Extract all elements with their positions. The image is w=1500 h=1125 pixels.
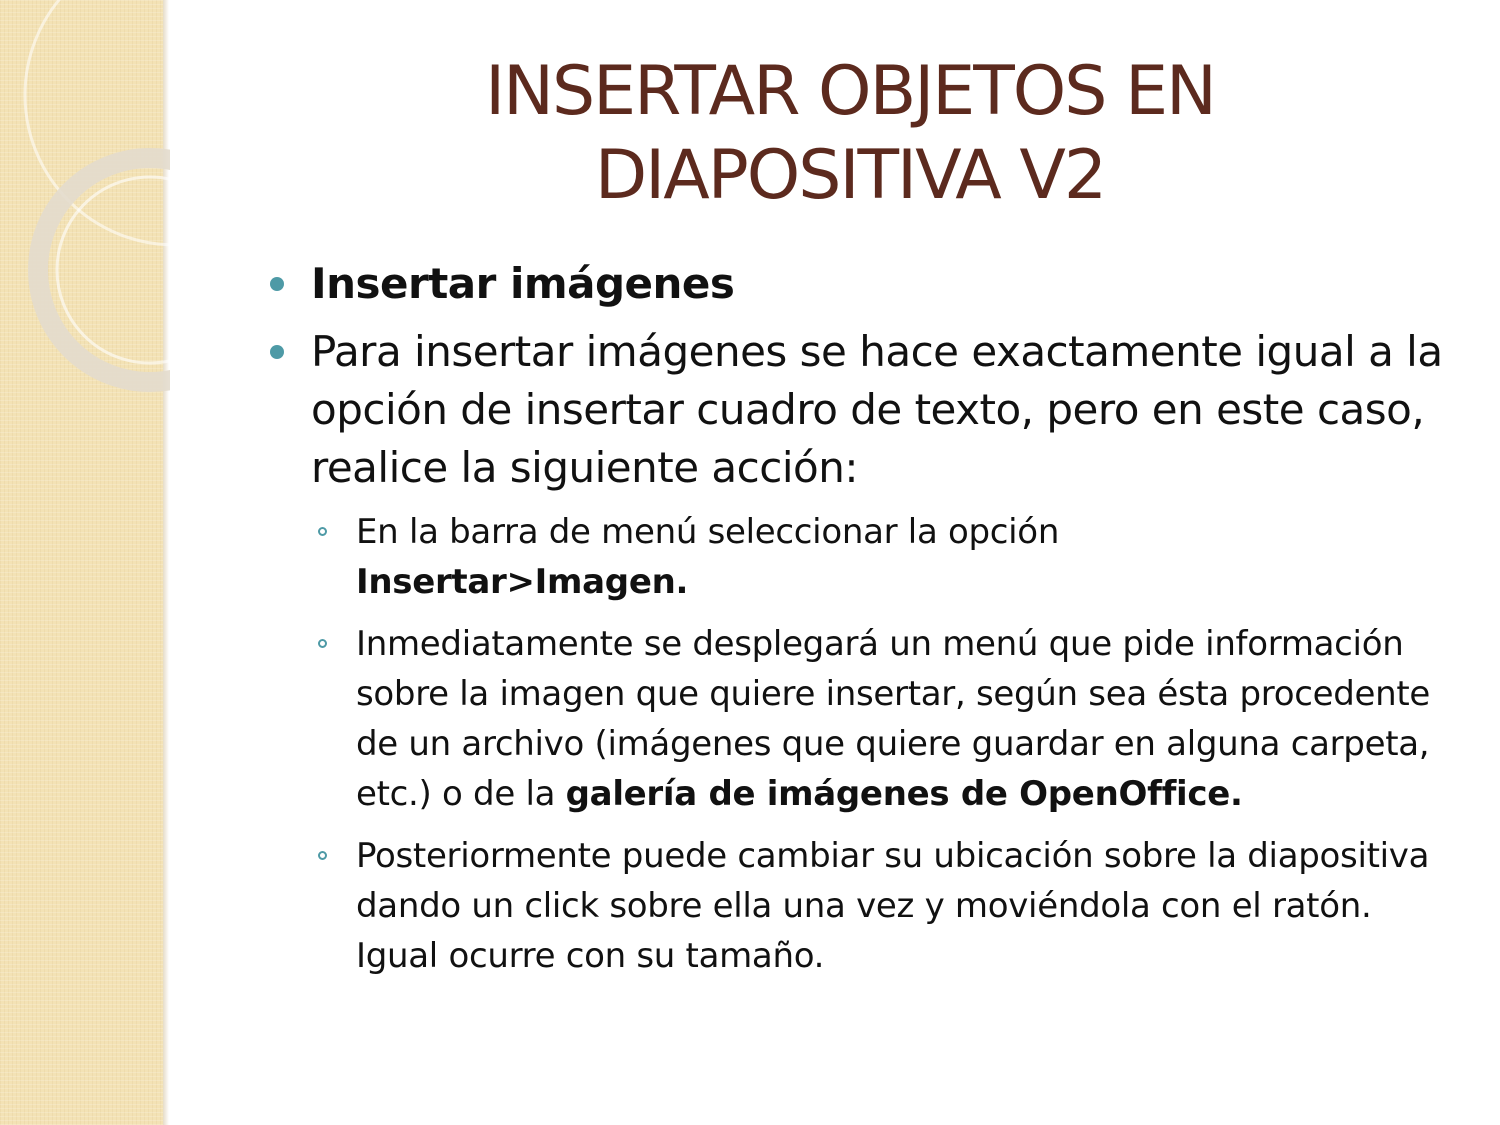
sub-bullet-bold-text: Insertar>Imagen. [356, 562, 689, 602]
bullet-text: Insertar imágenes [311, 259, 735, 308]
bullet-dot-icon [270, 277, 284, 291]
title-line-1: INSERTAR OBJETOS EN [485, 52, 1215, 131]
decorative-circles [0, 0, 170, 420]
sub-bullet-text: En la barra de menú seleccionar la opción [356, 512, 1060, 552]
bullet-insertar-imagenes [265, 255, 1455, 313]
sub-bullet-text: Inmediatamente se desplegará un menú que pide información sobre la imagen que quiere insertar, según sea ésta procedente de un archivo (imágenes que quiere guardar en alguna carpeta, etc.) o de la [356, 624, 1430, 814]
sub-bullet-ring-icon [318, 527, 327, 536]
title-line-2: DIAPOSITIVA V2 [594, 136, 1106, 215]
slide-title [300, 50, 1400, 218]
bullet-dot-icon [270, 345, 284, 359]
sub-bullet-inmediatamente [265, 619, 1455, 819]
sub-bullet-ring-icon [318, 639, 327, 648]
sub-bullet-text: Posteriormente puede cambiar su ubicación sobre la diapositiva dando un click sobre ella una vez y moviéndola con el ratón. Igual ocurre con su tamaño. [356, 836, 1430, 976]
sub-bullet-bold-text: galería de imágenes de OpenOffice. [565, 774, 1243, 814]
bullet-text: Para insertar imágenes se hace exactamente igual a la opción de insertar cuadro de texto, pero en este caso, realice la siguiente acción: [311, 327, 1443, 492]
sub-bullet-posteriormente [265, 831, 1455, 981]
sub-bullet-barra-menu [265, 507, 1455, 607]
bullet-para-insertar [265, 323, 1455, 497]
sub-bullet-ring-icon [318, 851, 327, 860]
slide-body [265, 255, 1455, 993]
